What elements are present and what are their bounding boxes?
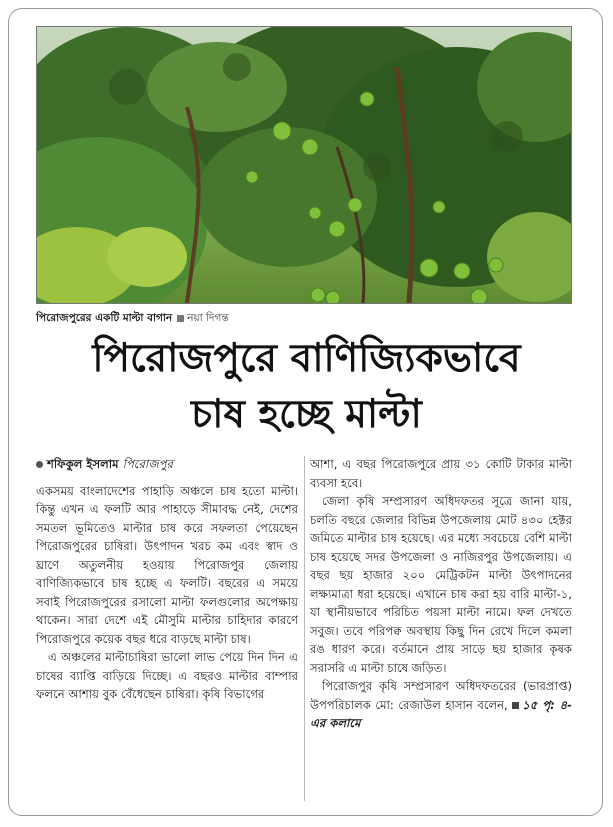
byline-place: পিরোজপুর [122,457,173,471]
orchard-illustration [37,27,571,303]
bullet-icon [36,461,43,468]
paragraph: জেলা কৃষি সম্প্রসারণ অধিদফতর সূত্রে জানা যায়, চলতি বছরে জেলার বিভিন্ন উপজেলায় মোট ৪৩০ হেক্টর জমিতে মাল্টার চাষ হয়েছে। এর মধ্যে সবচেয়ে বেশি মাল্টা চাষ হয়েছে সদর উপজেলা ও নাজিরপুর উপজেলায়। এ বছর ছয় হাজার ২০০ মেট্রিকটন মাল্টা উৎপাদনের লক্ষ্যমাত্রা ধরা হয়েছে। এখানে চাষ করা হয় বারি মাল্টা-১, যা স্থানীয়ভাবে পরিচিত পয়সা মাল্টা নামে। ফল দেখতে সবুজ। তবে পরিপক্ব অবস্থায় কিছু দিন রেখে দিলে কমলা রঙ ধারণ করে। বর্তমানে প্রায় সাড়ে ছয় হাজার কৃষক সরাসরি এ মাল্টা চাষে জড়িত। [310,494,572,675]
caption-text: পিরোজপুরের একটি মাল্টা বাগান [36,312,173,324]
photo-caption [36,310,570,326]
paragraph: এ অঞ্চলের মাল্টাচাষিরা ভালো লাভ পেয়ে দিন দিন এ চাষের ব্যাপ্তি বাড়িয়ে দিচ্ছে। এ বছরও মাল্টার বাম্পার ফলনে আশায় বুক বেঁধেছেন চাষিরা। কৃষি বিভাগের [36,650,298,701]
square-bullet-icon [512,702,519,709]
paragraph-text: পিরোজপুর কৃষি সম্প্রসারণ অধিদফতরের (ভারপ্রাপ্ত) উপপরিচালক মো: রেজাউল হাসান বলেন, [310,679,572,712]
paragraph: একসময় বাংলাদেশের পাহাড়ি অঞ্চলে চাষ হতো মাল্টা। কিন্তু এখন এ ফলটি আর পাহাড়ে সীমাবদ্ধ নেই, দেশের সমতল ভূমিতেও মাল্টার চাষ করে সফলতা পেয়েছেন পিরোজপুরের চাষিরা। উৎপাদন খরচ কম এবং স্বাদ ও ঘ্রাণে অতুলনীয় হওয়ায় পিরোজপুর জেলায় বাণিজ্যিকভাবে চাষ হচ্ছে এ ফলটি। বছরের এ সময়ে সবাই পিরোজপুরের রসালো মাল্টা ফলগুলোর অপেক্ষায় থাকেন। সারা দেশে এই মৌসুমি মাল্টার চাহিদার কারণে পিরোজপুরে কয়েক বছর ধরে বাড়ছে মাল্টা চাষ। [36,483,298,646]
column-divider [304,456,305,801]
photo-credit: নয়া দিগন্ত [187,312,229,324]
square-bullet-icon [177,315,184,322]
headline-line-1: পিরোজপুরে বাণিজ্যিকভাবে [92,335,521,381]
article-column-left [36,455,298,704]
byline-author: শফিকুল ইসলাম [47,457,119,471]
jump-text: ১৫ পৃ: ৪-এর কলামে [310,697,572,730]
byline [36,455,298,474]
paragraph [310,677,572,733]
headline [20,330,593,442]
paragraph: আশা, এ বছর পিরোজপুরে প্রায় ৩১ কোটি টাকার মাল্টা ব্যবসা হবে। [310,457,572,490]
article-column-right [310,455,572,733]
headline-line-2: চাষ হচ্ছে মাল্টা [191,391,422,437]
malta-orchard-photo [36,26,572,304]
